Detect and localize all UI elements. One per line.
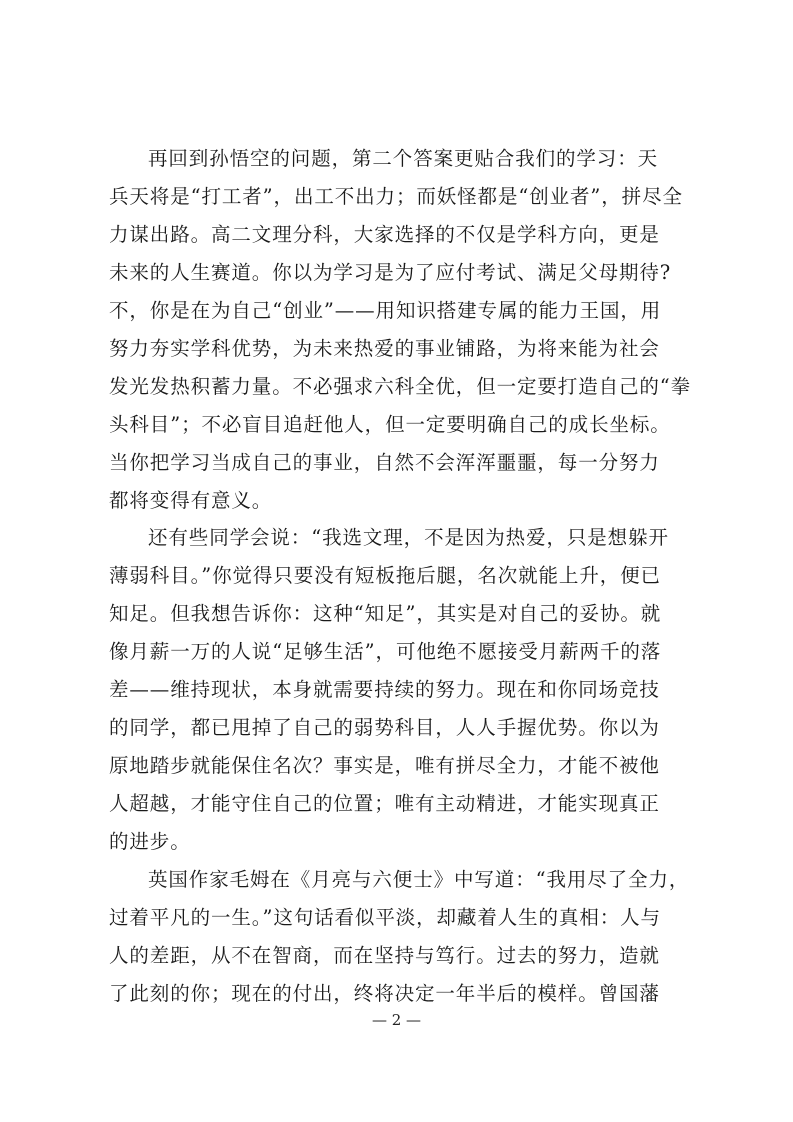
paragraph-1-line-9: 当你把学习当成自己的事业，自然不会浑浑噩噩，每一分努力 <box>109 451 660 474</box>
paragraph-1-line-2: 兵天将是“打工者”，出工不出力；而妖怪都是“创业者”，拼尽全 <box>109 185 683 208</box>
paragraph-3-line-4: 了此刻的你；现在的付出，终将决定一年半后的模样。曾国藩 <box>109 982 660 1005</box>
paragraph-3-line-1: 英国作家毛姆在《月亮与六便士》中写道：“我用尽了全力， <box>148 868 690 891</box>
paragraph-1-line-8: 头科目”；不必盲目追赶他人，但一定要明确自己的成长坐标。 <box>109 413 671 436</box>
paragraph-2-line-9: 的进步。 <box>109 830 191 853</box>
paragraph-1-line-3: 力谋出路。高二文理分科，大家选择的不仅是学科方向，更是 <box>109 223 660 246</box>
page-number: — 2 — <box>371 1011 422 1029</box>
paragraph-1-line-4: 未来的人生赛道。你以为学习是为了应付考试、满足父母期待? <box>109 261 672 284</box>
paragraph-2-line-4: 像月薪一万的人说“足够生活”，可他绝不愿接受月薪两千的落 <box>109 640 662 663</box>
paragraph-2-line-7: 原地踏步就能保住名次？事实是，唯有拼尽全力，才能不被他 <box>109 754 660 777</box>
paragraph-3-line-3: 人的差距，从不在智商，而在坚持与笃行。过去的努力，造就 <box>109 944 660 967</box>
paragraph-2-line-2: 薄弱科目。”你觉得只要没有短板拖后腿，名次就能上升，便已 <box>109 564 661 587</box>
paragraph-3-line-2: 过着平凡的一生。”这句话看似平淡，却藏着人生的真相：人与 <box>109 906 661 929</box>
paragraph-2-line-8: 人超越，才能守住自己的位置；唯有主动精进，才能实现真正 <box>109 792 660 815</box>
paragraph-1-line-7: 发光发热积蓄力量。不必强求六科全优，但一定要打造自己的“拳 <box>109 375 692 398</box>
paragraph-2-line-1: 还有些同学会说：“我选文理，不是因为热爱，只是想躲开 <box>148 526 669 549</box>
paragraph-2-line-5: 差——维持现状，本身就需要持续的努力。现在和你同场竞技 <box>109 678 660 701</box>
paragraph-2-line-3: 知足。但我想告诉你：这种“知足”，其实是对自己的妥协。就 <box>109 602 662 625</box>
paragraph-2-line-6: 的同学，都已甩掉了自己的弱势科目，人人手握优势。你以为 <box>109 716 660 739</box>
paragraph-1-line-10: 都将变得有意义。 <box>109 489 273 512</box>
paragraph-1-line-6: 努力夯实学科优势，为未来热爱的事业铺路，为将来能为社会 <box>109 337 660 360</box>
paragraph-1-line-1: 再回到孙悟空的问题，第二个答案更贴合我们的学习：天 <box>148 147 659 170</box>
paragraph-1-line-5: 不，你是在为自己“创业”——用知识搭建专属的能力王国，用 <box>109 299 662 322</box>
